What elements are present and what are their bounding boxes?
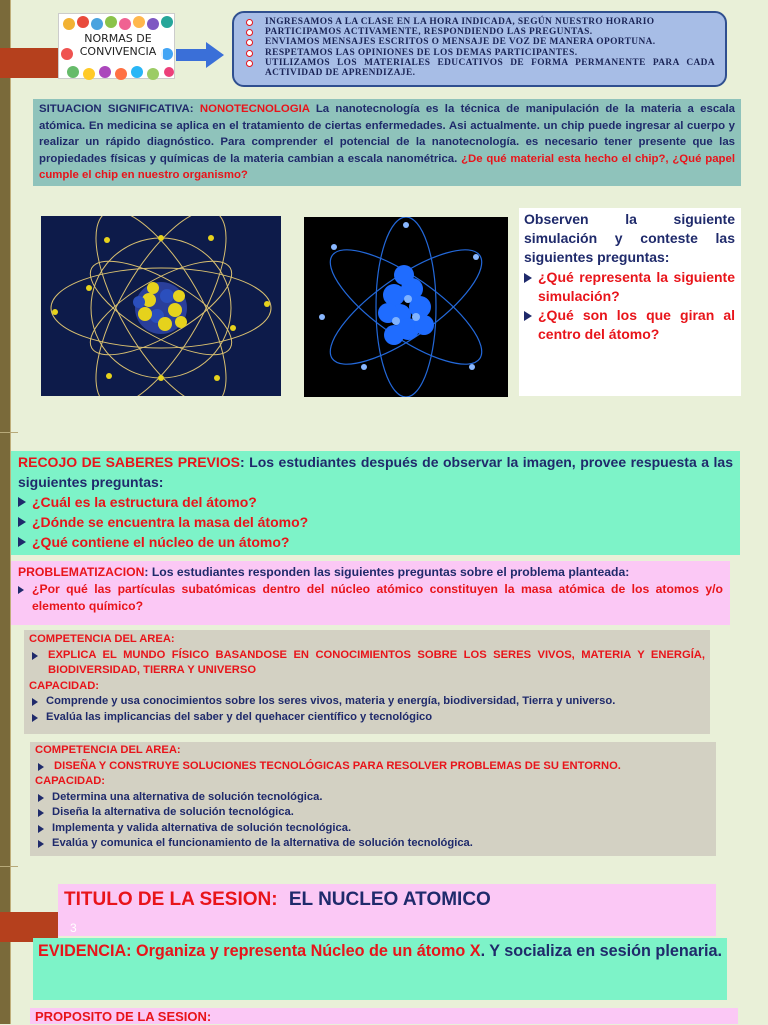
norm-rule-text: UTILIZAMOS LOS MATERIALES EDUCATIVOS DE FORMA PERMANENTE PARA CADA ACTIVIDAD DE APRENDIZAJE. xyxy=(265,57,715,79)
slide-tab xyxy=(0,48,58,78)
norm-rule xyxy=(246,48,715,58)
circle-bullet-icon xyxy=(246,39,253,46)
observe-question-text: ¿Qué son los que giran al centro del átomo? xyxy=(538,307,735,343)
competence-box-1 xyxy=(24,630,710,734)
logo-text: NORMAS DE CONVIVENCIA xyxy=(73,32,163,58)
arrow-bullet-icon xyxy=(38,809,44,817)
circle-bullet-icon xyxy=(246,60,253,67)
capacity-item xyxy=(35,790,711,806)
capacity-item-text: Implementa y valida alternativa de solución tecnológica. xyxy=(52,821,352,834)
purpose-box xyxy=(30,1008,738,1024)
arrow-bullet-icon xyxy=(38,825,44,833)
norm-rule-text: PARTICIPAMOS ACTIVAMENTE, RESPONDIENDO LAS PREGUNTAS. xyxy=(265,27,593,38)
competence1-label: COMPETENCIA DEL AREA: xyxy=(29,633,175,645)
competence-box-2 xyxy=(30,742,716,856)
capacity-item xyxy=(29,710,705,726)
capacity-item xyxy=(35,821,711,837)
arrow-right-icon xyxy=(176,40,226,70)
circle-bullet-icon xyxy=(246,29,253,36)
situation-body: La nanotecnología es la técnica de manipulación de la materia a escala atómica. En medicina se aplica en el tratamiento de ciertas enfermedades. Asi actualmente. un chip puede ingresar al cuerpo y realizar un rápido diagnóstico. Para comprender el potencial de la nanotecnología. es necesario tener presente que las propiedades físicas y químicas de la materia cambian a escala nanométrica. xyxy=(39,103,736,165)
observe-intro: Observen la siguiente simulación y conteste las siguientes preguntas: xyxy=(524,211,735,266)
competence1-cap-label: CAPACIDAD: xyxy=(29,679,100,692)
norm-rule xyxy=(246,17,715,27)
situation-box xyxy=(33,99,741,186)
situation-question: ¿De qué material esta hecho el chip?, ¿Qué papel cumple el chip en nuestro organismo? xyxy=(39,152,735,181)
session-title-box xyxy=(58,884,716,936)
observe-box xyxy=(519,208,741,396)
norms-logo xyxy=(58,13,175,79)
arrow-bullet-icon xyxy=(18,537,26,547)
observe-question-text: ¿Qué representa la siguiente simulación? xyxy=(538,268,735,304)
capacity-item xyxy=(29,694,705,710)
capacity-item-text: Evalúa y comunica el funcionamiento de la alternativa de solución tecnológica. xyxy=(52,837,473,849)
prior-question-text: ¿Qué contiene el núcleo de un átomo? xyxy=(32,534,290,550)
competence2-cap-label: CAPACIDAD: xyxy=(35,775,106,787)
competence2-label: COMPETENCIA DEL AREA: xyxy=(35,744,181,756)
norm-rule xyxy=(246,37,715,47)
arrow-bullet-icon xyxy=(32,698,38,706)
competence1-item: EXPLICA EL MUNDO FÍSICO BASANDOSE EN CONOCIMIENTOS SOBRE LOS SERES VIVOS, MATERIA Y ENERGÍA, BIODIVERSIDAD, TIERRA Y UNIVERSO xyxy=(48,648,705,676)
prior-question xyxy=(18,532,733,552)
purpose-label: PROPOSITO DE LA SESION: xyxy=(35,1009,212,1024)
situation-topic: NONOTECNOLOGIA xyxy=(199,103,310,115)
prior-question-text: ¿Cuál es la estructura del átomo? xyxy=(32,494,257,510)
divider xyxy=(0,432,18,433)
norm-rule xyxy=(246,27,715,37)
session-title-label: TITULO DE LA SESION: xyxy=(64,889,278,910)
capacity-item xyxy=(35,836,711,852)
situation-label: SITUACION SIGNIFICATIVA: xyxy=(39,103,194,115)
evidence-tail: . Y socializa en sesión plenaria. xyxy=(480,942,723,960)
norm-rule-text: RESPETAMOS LAS OPINIONES DE LOS DEMAS PARTICIPANTES. xyxy=(265,47,578,58)
prior-question xyxy=(18,492,733,512)
evidence-body: : Organiza y representa Núcleo de un átomo X xyxy=(126,942,481,960)
arrow-bullet-icon xyxy=(18,497,26,507)
arrow-bullet-icon xyxy=(38,794,44,802)
arrow-bullet-icon xyxy=(38,840,44,848)
prior-label: RECOJO DE SABERES PREVIOS xyxy=(18,454,240,470)
norm-rule-text: ENVIAMOS MENSAJES ESCRITOS O MENSAJE DE VOZ DE MANERA OPORTUNA. xyxy=(265,37,656,48)
circle-bullet-icon xyxy=(246,19,253,26)
session-title-value: EL NUCLEO ATOMICO xyxy=(288,889,491,910)
norms-list xyxy=(232,11,727,87)
left-border-bar xyxy=(0,0,10,1024)
capacity-item xyxy=(35,805,711,821)
prior-question-text: ¿Dónde se encuentra la masa del átomo? xyxy=(32,514,309,530)
prior-intro: : Los estudiantes después de observar la imagen, provee respuesta a las siguientes preguntas: xyxy=(18,454,733,490)
problem-box xyxy=(11,561,730,625)
observe-question xyxy=(524,306,735,344)
capacity-item-text: Determina una alternativa de solución tecnológica. xyxy=(52,790,323,803)
atom-image-orbits xyxy=(41,216,281,396)
norm-rule xyxy=(246,58,715,78)
capacity-item-text: Evalúa las implicancias del saber y del quehacer científico y tecnológico xyxy=(46,710,433,723)
competence2-item: DISEÑA Y CONSTRUYE SOLUCIONES TECNOLÓGICAS PARA RESOLVER PROBLEMAS DE SU ENTORNO. xyxy=(54,759,621,772)
norm-rule-text: INGRESAMOS A LA CLASE EN LA HORA INDICADA, SEGÚN NUESTRO HORARIO xyxy=(265,17,655,27)
problem-label: PROBLEMATIZACION xyxy=(18,565,145,579)
problem-intro: : Los estudiantes responden las siguientes preguntas sobre el problema planteada: xyxy=(144,565,630,579)
atom-image-glow xyxy=(304,217,508,397)
capacity-item-text: Comprende y usa conocimientos sobre los seres vivos, materia y energía, biodiversidad, Tierra y universo. xyxy=(46,695,616,707)
problem-question: ¿Por qué las partículas subatómicas dentro del núcleo atómico constituyen la masa atómica de los atomos y/o elemento químico? xyxy=(18,581,723,615)
capacity-item-text: Diseña la alternativa de solución tecnológica. xyxy=(52,806,294,818)
arrow-bullet-icon xyxy=(32,714,38,722)
arrow-bullet-icon xyxy=(524,273,532,283)
observe-question xyxy=(524,268,735,306)
prior-question xyxy=(18,512,733,532)
page-number: 3 xyxy=(70,921,77,935)
evidence-label: EVIDENCIA xyxy=(38,942,127,960)
divider xyxy=(0,866,18,867)
arrow-bullet-icon xyxy=(18,517,26,527)
prior-knowledge-box xyxy=(11,451,740,555)
arrow-bullet-icon xyxy=(524,311,532,321)
evidence-box xyxy=(33,938,727,1000)
circle-bullet-icon xyxy=(246,50,253,57)
